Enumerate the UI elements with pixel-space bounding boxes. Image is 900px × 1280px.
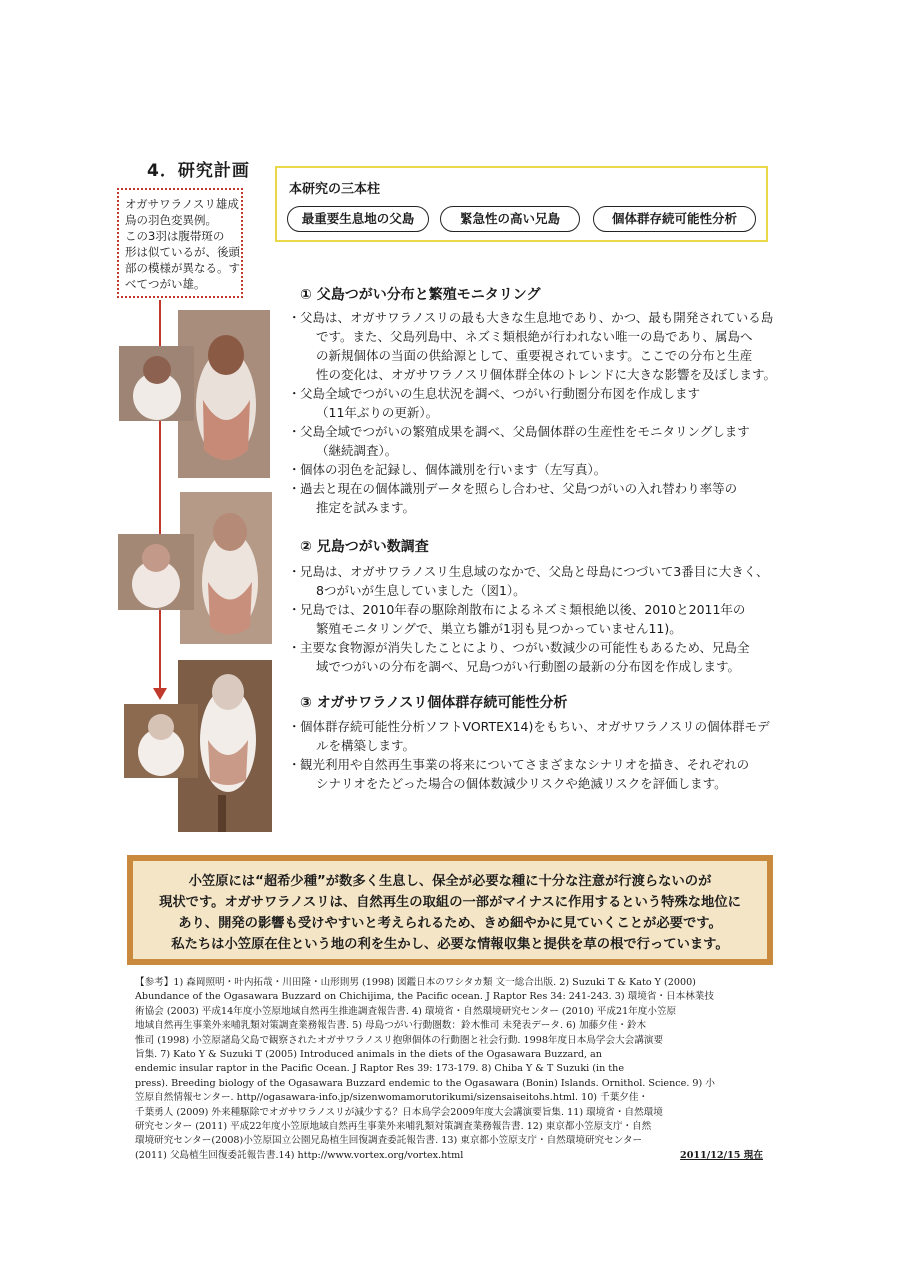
bullet-line: （継続調査）。 (316, 443, 398, 458)
reference-last-row (135, 1149, 775, 1163)
pillars-title: 本研究の三本柱 (289, 182, 381, 197)
bullet-item: ・ 個体群存続可能性分析ソフトVORTEX14)をもちい、オガサワラノスリの個体群モデ ルを構築します。 (288, 719, 770, 753)
reference-line: endemic insular raptor in the Pacific Ocean. J Raptor Res 39: 173-179. 8) Chiba Y & T Suzuki (in the (135, 1063, 625, 1075)
bullet-line: シナリオをたどった場合の個体数減少リスクや絶滅リスクを評価します。 (316, 776, 727, 791)
bullet-line: 個体群存続可能性分析ソフトVORTEX14)をもちい、オガサワラノスリの個体群モデ (300, 719, 770, 734)
banner-line: あり、開発の影響も受けやすいと考えられるため、きめ細やかに見ていくことが必要です。 (178, 916, 722, 931)
caption-line: この3羽は腹帯斑の (125, 229, 225, 243)
pillar-anijima: 緊急性の高い兄島 (440, 206, 580, 232)
bullet-item: ・ 父島全域でつがいの生息状況を調べ、つがい行動圏分布図を作成します （11年ぶりの更新）。 (300, 384, 776, 422)
references (135, 976, 775, 1163)
bullet-line: 観光利用や自然再生事業の将来についてさまざまなシナリオを描き、それぞれの (300, 757, 750, 772)
section-1-title: ① 父島つがい分布と繁殖モニタリング (300, 287, 541, 303)
pillar-pva: 個体群存続可能性分析 (593, 206, 756, 232)
section-2-title: ② 兄島つがい数調査 (300, 539, 429, 555)
reference-line: 笠原自然情報センター. http//ogasawara-info.jp/sizenwomamorutorikumi/sizensaiseitohs.html. 10) 千葉夕佳・ (135, 1092, 649, 1104)
bullet-line: ルを構築します。 (316, 738, 416, 753)
bullet-line: の新規個体の当面の供給源として、重要視されています。ここでの分布と生産 (316, 348, 753, 363)
bullet-line: 兄島は、オガサワラノスリ生息域のなかで、父島と母島につづいて3番目に大きく、 (300, 564, 769, 579)
reference-line: 千葉勇人 (2009) 外来種駆除でオガサワラノスリが減少する？日本鳥学会2009年度大会講演要旨集. 11) 環境省・自然環境 (135, 1106, 663, 1118)
photo-caption (117, 188, 243, 298)
reference-line: 術協会 (2003) 平成14年度小笠原地域自然再生推進調査報告書. 4) 環境省・自然環境研究センター (2010) 平成21年度小笠原 (135, 1005, 677, 1017)
caption-line: 形は似ているが、後頭 (125, 245, 240, 259)
caption-line: べてつがい雄。 (125, 277, 206, 291)
banner-line: 現状です。オガサワラノスリは、自然再生の取組の一部がマイナスに作用するという特殊な地位に (159, 895, 741, 910)
bullet-line: 父島全域でつがいの繁殖成果を調べ、父島個体群の生産性をモニタリングします (300, 424, 750, 439)
arrow-down-icon (153, 688, 167, 700)
section-1-bullets (288, 308, 776, 517)
bullet-line: 性の変化は、オガサワラノスリ個体群全体のトレンドに大きな影響を及ぼします。 (316, 367, 776, 382)
buzzard-photo-1-small (119, 346, 194, 421)
bullet-line: 個体の羽色を記録し、個体識別を行います（左写真）。 (300, 462, 607, 477)
section-title: 4．研究計画 (147, 161, 250, 181)
bullet-line: 父島は、オガサワラノスリの最も大きな生息地であり、かつ、最も開発されている島 (300, 310, 774, 325)
bullet-line: です。また、父島列島中、ネズミ類根絶が行われない唯一の島であり、属島へ (316, 329, 753, 344)
reference-line: 惟司 (1998) 小笠原諸島父島で観察されたオガサワラノスリ抱卵個体の行動圏と社会行動. 1998年度日本鳥学会大会講演要 (135, 1034, 664, 1046)
bullet-line: 兄島では、2010年春の駆除剤散布によるネズミ類根絶以後、2010と2011年の (300, 602, 746, 617)
bullet-line: 繁殖モニタリングで、巣立ち雛が1羽も見つかっていません11)。 (316, 621, 682, 636)
bullet-line: 域でつがいの分布を調べ、兄島つがい行動圏の最新の分布図を作成します。 (316, 659, 741, 674)
reference-line: (2011) 父島植生回復委託報告書.14) http://www.vortex.org/vortex.html (135, 1149, 464, 1161)
bullet-item: ・ 兄島では、2010年春の駆除剤散布によるネズミ類根絶以後、2010と2011年の 繁殖モニタリングで、巣立ち雛が1羽も見つかっていません11)。 (300, 600, 768, 638)
bullet-item: ・ 個体の羽色を記録し、個体識別を行います（左写真）。 (300, 460, 776, 479)
date-stamp: 2011/12/15 現在 (680, 1149, 763, 1161)
pillar-chichijima: 最重要生息地の父島 (287, 206, 429, 232)
bullet-line: 過去と現在の個体識別データを照らし合わせ、父島つがいの入れ替わり率等の (300, 481, 738, 496)
bullet-line: （11年ぶりの更新）。 (316, 405, 439, 420)
caption-line: 鳥の羽色変異例。 (125, 213, 217, 227)
banner-line: 私たちは小笠原在住という地の利を生かし、必要な情報収集と提供を草の根で行っています。 (171, 937, 729, 952)
summary-banner (127, 855, 773, 965)
bullet-item: ・ 父島は、オガサワラノスリの最も大きな生息地であり、かつ、最も開発されている島 です。また、父島列島中、ネズミ類根絶が行われない唯一の島であり、属島へ の新規個体の当面の供給源として、重要視されています。ここでの分布と生産 性の変化は、オガサワラノスリ個体群全体のトレンドに大きな影響を及ぼします。 (288, 310, 776, 382)
reference-line: press). Breeding biology of the Ogasawara Buzzard endemic to the Ogasawara (Bonin) Islands. Ornithol. Science. 9) 小 (135, 1077, 715, 1089)
section-3-bullets (288, 717, 770, 793)
bullet-item: ・ 兄島は、オガサワラノスリ生息域のなかで、父島と母島につづいて3番目に大きく、 8つがいが生息していました（図1）。 (288, 564, 769, 598)
three-pillars-box (275, 166, 768, 242)
reference-line: 環境研究センター(2008)小笠原国立公園兄島植生回復調査委託報告書. 13) 東京都小笠原支庁・自然環境研究センター (135, 1135, 643, 1147)
bullet-line: 主要な食物源が消失したことにより、つがい数減少の可能性もあるため、兄島全 (300, 640, 750, 655)
reference-line: 旨集. 7) Kato Y & Suzuki T (2005) Introduced animals in the diets of the Ogasawara Buzzard, an (135, 1049, 602, 1061)
section-3-title: ③ オガサワラノスリ個体群存続可能性分析 (300, 695, 568, 711)
bullet-item: ・ 過去と現在の個体識別データを照らし合わせ、父島つがいの入れ替わり率等の 推定を試みます。 (300, 479, 776, 517)
reference-line: Abundance of the Ogasawara Buzzard on Chichijima, the Pacific ocean. J Raptor Res 34: 241-243. 3) 環境省・日本林業技 (135, 991, 714, 1003)
reference-line: 【参考】1) 森岡照明・叶内拓哉・川田隆・山形則男 (1998) 図鑑日本のワシタカ類 文一総合出版. 2) Suzuki T & Kato Y (2000) (135, 977, 696, 988)
bullet-item: ・ 主要な食物源が消失したことにより、つがい数減少の可能性もあるため、兄島全 域でつがいの分布を調べ、兄島つがい行動圏の最新の分布図を作成します。 (300, 638, 768, 676)
buzzard-photo-3-small (124, 704, 198, 778)
buzzard-photo-2-small (118, 534, 194, 610)
bullet-item: ・ 観光利用や自然再生事業の将来についてさまざまなシナリオを描き、それぞれの シナリオをたどった場合の個体数減少リスクや絶滅リスクを評価します。 (300, 755, 770, 793)
caption-line: 部の模様が異なる。す (125, 261, 240, 275)
bullet-line: 父島全域でつがいの生息状況を調べ、つがい行動圏分布図を作成します (300, 386, 701, 401)
banner-line: 小笠原には“超希少種”が数多く生息し、保全が必要な種に十分な注意が行渡らないのが (188, 874, 712, 889)
reference-line: 研究センター (2011) 平成22年度小笠原地域自然再生事業外来哺乳類対策調査業務報告書. 12) 東京都小笠原支庁・自然 (135, 1121, 652, 1133)
bullet-line: 8つがいが生息していました（図1）。 (316, 583, 526, 598)
reference-line: 地域自然再生事業外来哺乳類対策調査業務報告書. 5) 母島つがい行動圏数：鈴木惟司 未発表データ. 6) 加藤夕佳・鈴木 (135, 1020, 647, 1032)
bullet-item: ・ 父島全域でつがいの繁殖成果を調べ、父島個体群の生産性をモニタリングします （継続調査）。 (300, 422, 776, 460)
bullet-line: 推定を試みます。 (316, 500, 416, 515)
caption-line: オガサワラノスリ雄成 (125, 197, 239, 211)
section-2-bullets (288, 562, 769, 676)
